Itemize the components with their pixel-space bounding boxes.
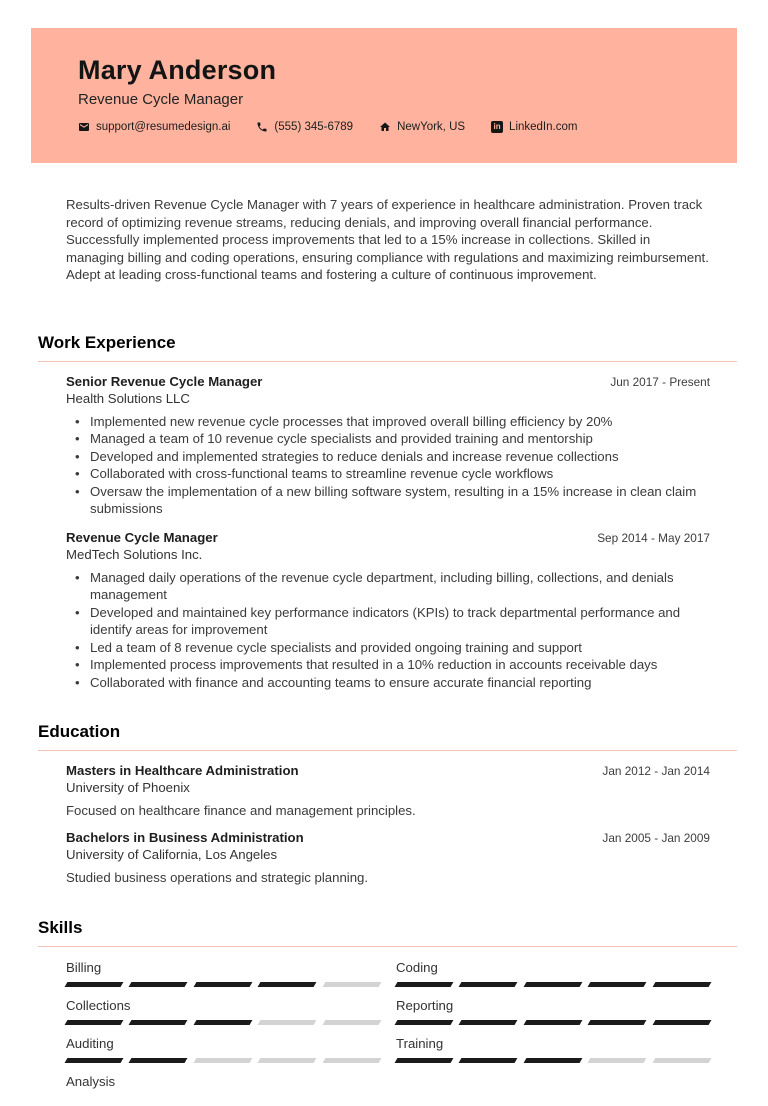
skill-segment-filled xyxy=(129,982,188,987)
home-icon xyxy=(379,121,391,133)
skill-segment-filled xyxy=(459,1020,518,1025)
job-company: MedTech Solutions Inc. xyxy=(66,546,203,562)
summary-text: Results-driven Revenue Cycle Manager with 7 years of experience in healthcare administration. Proven track record of optimizing revenue streams, reducing denials, and improving overall financial performance. Successfully implemented process improvements that led to a 15% increase in collections. Skilled in managing billing and coding operations, ensuring compliance with regulations and maximizing reimbursement. Adept at leading cross-functional teams and fostering a culture of continuous improvement. xyxy=(66,197,709,283)
contact-row xyxy=(78,121,690,133)
job-bullet: • Led a team of 8 revenue cycle specialists and provided ongoing training and support xyxy=(66,639,710,657)
education-dates: Jan 2005 - Jan 2009 xyxy=(602,831,710,846)
job-bullet: • Managed a team of 10 revenue cycle specialists and provided training and mentorship xyxy=(66,430,710,448)
job-header xyxy=(66,374,710,389)
skills-grid xyxy=(66,960,710,1100)
job-dates: Sep 2014 - May 2017 xyxy=(597,530,710,545)
job-bullet: • Developed and maintained key performance indicators (KPIs) to track departmental performance and identify areas for improvement xyxy=(66,604,710,639)
education-header xyxy=(66,830,710,845)
job-title: Revenue Cycle Manager xyxy=(66,529,218,545)
skill-item xyxy=(396,998,710,1025)
skill-segment-filled xyxy=(129,1020,188,1025)
contact-phone xyxy=(256,121,353,133)
skill-level-bar xyxy=(396,1020,710,1025)
skill-segment-filled xyxy=(523,1058,582,1063)
job-bullet: • Developed and implemented strategies to reduce denials and increase revenue collections xyxy=(66,448,710,466)
skill-label: Billing xyxy=(66,960,102,976)
education-school: University of California, Los Angeles xyxy=(66,847,278,863)
skill-level-bar xyxy=(66,1058,380,1063)
job-title: Senior Revenue Cycle Manager xyxy=(66,373,263,389)
contact-linkedin-text: LinkedIn.com xyxy=(509,121,578,133)
job-bullet-list xyxy=(66,569,710,692)
section-heading-skills: Skills xyxy=(38,918,83,938)
skill-item xyxy=(66,960,380,987)
job-bullet-list xyxy=(66,413,710,518)
skill-segment-empty xyxy=(322,1020,381,1025)
skill-segment-filled xyxy=(65,1020,124,1025)
skill-segment-empty xyxy=(258,1020,317,1025)
job-company: Health Solutions LLC xyxy=(66,390,190,406)
skill-label: Collections xyxy=(66,998,131,1014)
education-description: Focused on healthcare finance and management principles. xyxy=(66,803,416,819)
education-list xyxy=(38,763,737,885)
skill-segment-filled xyxy=(65,982,124,987)
skill-segment-empty xyxy=(258,1058,317,1063)
skill-level-bar xyxy=(396,982,710,987)
education-school: University of Phoenix xyxy=(66,780,190,796)
skill-item xyxy=(66,1074,380,1089)
skill-segment-filled xyxy=(395,982,454,987)
email-icon xyxy=(78,121,90,133)
skill-label: Reporting xyxy=(396,998,454,1014)
skill-label: Training xyxy=(396,1036,444,1052)
education-entry xyxy=(66,830,710,885)
education-description: Studied business operations and strategic planning. xyxy=(66,870,369,886)
skill-item xyxy=(396,1036,710,1063)
education-dates: Jan 2012 - Jan 2014 xyxy=(602,764,710,779)
person-title: Revenue Cycle Manager xyxy=(78,91,244,108)
skill-level-bar xyxy=(396,1058,710,1063)
skill-segment-filled xyxy=(193,1020,252,1025)
job-list xyxy=(38,374,737,692)
skill-label: Coding xyxy=(396,960,438,976)
contact-phone-text: (555) 345-6789 xyxy=(274,121,354,133)
skill-level-bar xyxy=(66,982,380,987)
skill-segment-filled xyxy=(588,982,647,987)
skill-segment-filled xyxy=(459,1058,518,1063)
contact-location-text: NewYork, US xyxy=(397,121,466,133)
education-degree: Bachelors in Business Administration xyxy=(66,830,304,846)
section-divider xyxy=(38,361,737,362)
education-header xyxy=(66,763,710,778)
skill-segment-filled xyxy=(395,1020,454,1025)
contact-location xyxy=(379,121,465,133)
job-header xyxy=(66,530,710,545)
education-entry xyxy=(66,763,710,818)
skill-segment-filled xyxy=(65,1058,124,1063)
skill-segment-filled xyxy=(258,982,317,987)
education-section xyxy=(38,722,737,885)
job-bullet: • Oversaw the implementation of a new billing software system, resulting in a 15% increase in clean claim submissions xyxy=(66,483,710,518)
skill-item xyxy=(66,998,380,1025)
job-entry xyxy=(66,530,710,692)
contact-email-text: support@resumedesign.ai xyxy=(96,121,231,133)
section-heading-education: Education xyxy=(38,722,121,742)
phone-icon xyxy=(256,121,268,133)
job-dates: Jun 2017 - Present xyxy=(610,374,710,389)
skill-segment-filled xyxy=(588,1020,647,1025)
education-degree: Masters in Healthcare Administration xyxy=(66,763,299,779)
job-bullet: • Collaborated with finance and accounting teams to ensure accurate financial reporting xyxy=(66,674,710,692)
job-bullet: • Implemented process improvements that resulted in a 10% reduction in accounts receivable days xyxy=(66,656,710,674)
skill-segment-filled xyxy=(523,982,582,987)
skill-segment-empty xyxy=(193,1058,252,1063)
job-entry xyxy=(66,374,710,518)
skill-level-bar xyxy=(66,1020,380,1025)
skill-segment-empty xyxy=(652,1058,711,1063)
contact-linkedin xyxy=(491,121,577,133)
contact-email xyxy=(78,121,230,133)
linkedin-icon: in xyxy=(491,121,503,133)
skill-segment-filled xyxy=(523,1020,582,1025)
skill-segment-filled xyxy=(652,1020,711,1025)
resume-header xyxy=(31,28,737,163)
skill-segment-filled xyxy=(193,982,252,987)
work-experience-section xyxy=(38,333,737,692)
person-name: Mary Anderson xyxy=(78,55,277,85)
skill-segment-filled xyxy=(395,1058,454,1063)
summary-section xyxy=(38,196,737,284)
skill-segment-filled xyxy=(652,982,711,987)
skill-item xyxy=(396,960,710,987)
skill-segment-empty xyxy=(588,1058,647,1063)
skill-segment-empty xyxy=(322,982,381,987)
skills-section xyxy=(38,918,737,1100)
section-divider xyxy=(38,946,737,947)
job-bullet: • Managed daily operations of the revenue cycle department, including billing, collections, and denials management xyxy=(66,569,710,604)
skill-segment-empty xyxy=(322,1058,381,1063)
resume-page xyxy=(0,28,768,1100)
section-heading-work: Work Experience xyxy=(38,332,176,352)
skill-label: Auditing xyxy=(66,1036,114,1052)
skill-segment-filled xyxy=(459,982,518,987)
job-bullet: • Collaborated with cross-functional teams to streamline revenue cycle workflows xyxy=(66,465,710,483)
skill-item xyxy=(66,1036,380,1063)
section-divider xyxy=(38,750,737,751)
skill-segment-filled xyxy=(129,1058,188,1063)
skill-label: Analysis xyxy=(66,1074,116,1090)
job-bullet: • Implemented new revenue cycle processes that improved overall billing efficiency by 20% xyxy=(66,413,710,431)
